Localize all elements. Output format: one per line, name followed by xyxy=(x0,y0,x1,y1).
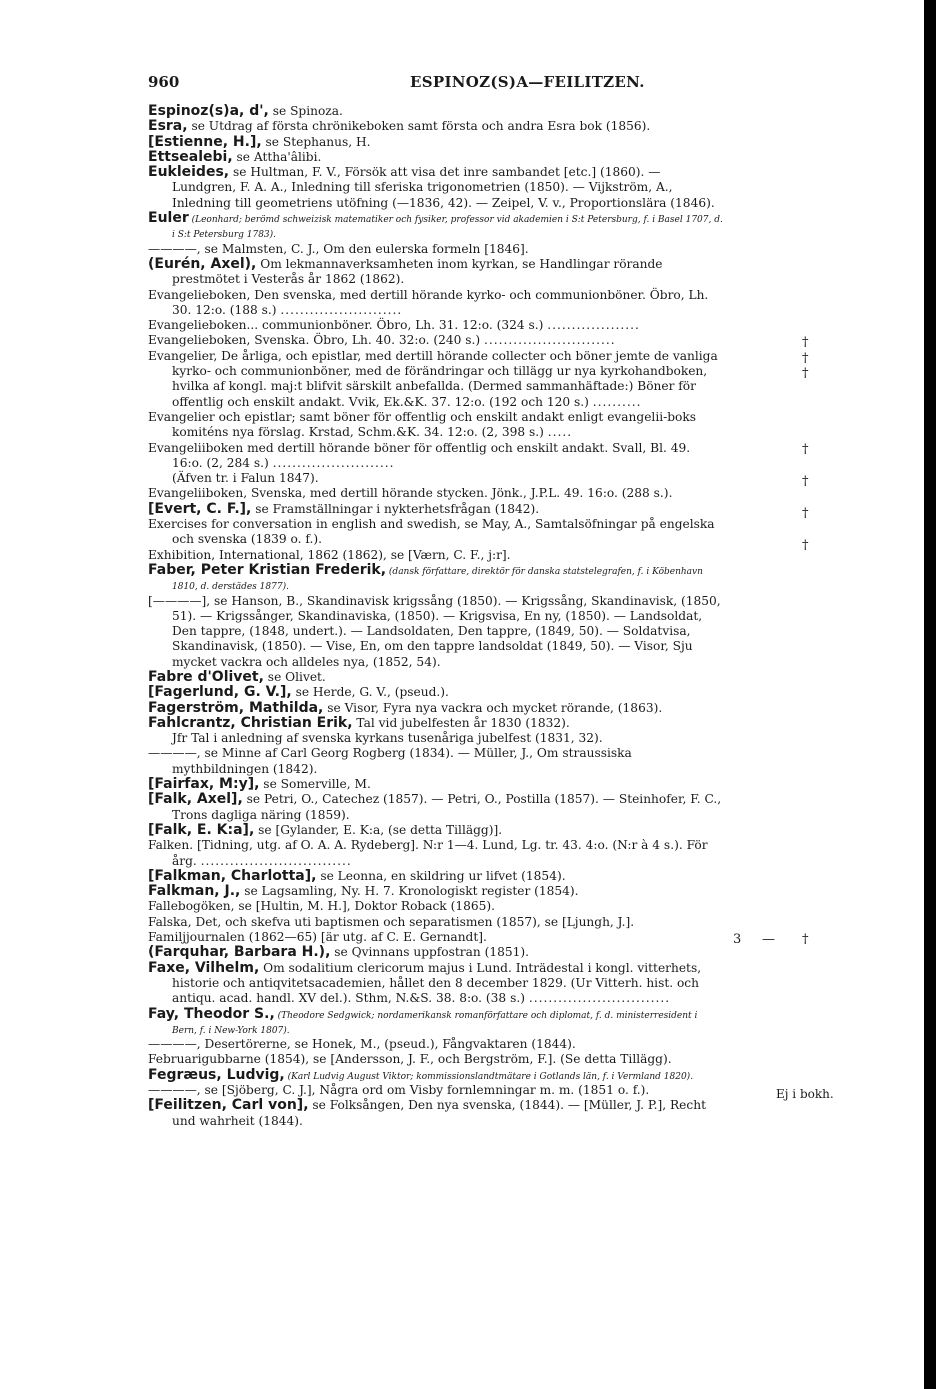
entry: [Falk, Axel], se Petri, O., Catechez (1857). — Petri, O., Postilla (1857). — Steinhofer, F. C., Trons dagliga näring (1859). xyxy=(148,791,722,822)
entry: Fagerström, Mathilda, se Visor, Fyra nya vackra och mycket rörande, (1863). xyxy=(148,699,663,716)
entry: Faber, Peter Kristian Frederik, (dansk författare, direktör för danska statstelegrafen, f. i Köbenhavn 1810, d. derstädes 1877). xyxy=(148,561,703,593)
dagger-mark: † xyxy=(802,366,809,381)
entry: Evangelieboken, Den svenska, med dertill hörande kyrko- och communionböner. Öbro, Lh. 30. 12:o. (188 s.) ......................... xyxy=(148,287,709,317)
entry: Eukleides, se Hultman, F. V., Försök att visa det inre sambandet [etc.] (1860). — Lundgren, F. A. A., Inledning till sferiska trigonometrien (1850). — Vijkström, A., Inledning till geometriens utöfning (—1836, 42). — Zeipel, V. v., Proportionslära (1846). xyxy=(148,164,715,210)
faxe-note: Ej i bokh. xyxy=(776,1087,834,1101)
entry: Februarigubbarne (1854), se [Andersson, J. F., och Bergström, F.]. (Se detta Tillägg). xyxy=(148,1052,672,1067)
page-header xyxy=(148,73,848,97)
dagger-mark: † xyxy=(802,932,809,947)
dagger-mark: † xyxy=(802,506,809,521)
entry: Fay, Theodor S., (Theodore Sedgwick; nordamerikansk romanförfattare och diplomat, f. d. ministerresident i Bern, f. i New-York 1807). xyxy=(148,1005,698,1036)
entry: Falska, Det, och skefva uti baptismen och separatismen (1857), se [Ljungh, J.]. xyxy=(148,914,635,929)
dagger-mark: † xyxy=(802,442,809,457)
entry: Falken. [Tidning, utg. af O. A. A. Rydeberg]. N:r 1—4. Lund, Lg. tr. 43. 4:o. (N:r à 4 s.). För årg. ............................... xyxy=(148,838,708,868)
entry: [Estienne, H.], se Stephanus, H. xyxy=(148,133,371,150)
entry: Faxe, Vilhelm, Om sodalitium clericorum majus i Lund. Inträdestal i kongl. vitterhets, historie och antiqvitetsacademien, hållet den 8 december 1829. (Ur Vitterh. hist. och antiqu. acad. handl. XV del.). Sthm, N.&S. 38. 8:o. (38 s.) ............................. xyxy=(148,959,702,1006)
entry: Fallebogöken, se [Hultin, M. H.], Doktor Roback (1865). xyxy=(148,899,495,914)
falken-number: 3 xyxy=(733,932,742,947)
entry: [Falkman, Charlotta], se Leonna, en skildring ur lifvet (1854). xyxy=(148,867,566,884)
running-title: ESPINOZ(S)A—FEILITZEN. xyxy=(410,73,645,91)
entry: [————], se Hanson, B., Skandinavisk krigssång (1850). — Krigssång, Skandinavisk, (1850, 51). — Krigssånger, Skandinaviska, (1850). — Krigsvisa, En ny, (1850). — Landsoldat, Den tappre, (1848, undert.). — Landsoldaten, Den tappre, (1849, 50). — Soldatvisa, Skandinavisk, (1850). — Vise, En, om den tappre landsoldat (1849, 50). — Visor, Sju mycket vackra och alldeles nya, (1852, 54). xyxy=(148,593,721,669)
entry: Evangelier och epistlar; samt böner för offentlig och enskilt andakt enligt evangelii-boks komiténs nya förslag. Krstad, Schm.&K. 34. 12:o. (2, 398 s.) ..... xyxy=(148,409,697,440)
entry: Fahlcrantz, Christian Erik, Tal vid jubelfesten år 1830 (1832). xyxy=(148,714,570,731)
dagger-mark: † xyxy=(802,474,809,489)
entry: Euler (Leonhard; berömd schweizisk matematiker och fysiker, professor vid akademien i S:t Petersburg, f. i Basel 1707, d. i S:t Petersburg 1783). xyxy=(148,210,723,241)
entry: Evangeliiboken, Svenska, med dertill hörande stycken. Jönk., J.P.L. 49. 16:o. (288 s.). xyxy=(148,486,673,501)
entry: [Fagerlund, G. V.], se Herde, G. V., (pseud.). xyxy=(148,684,449,701)
entry: Espinoz(s)a, d', se Spinoza. xyxy=(148,103,343,119)
entry: ————, Desertörerne, se Honek, M., (pseud.), Fångvaktaren (1844). xyxy=(148,1037,576,1052)
entry: [Fairfax, M:y], se Somerville, M. xyxy=(148,776,371,793)
dagger-mark: † xyxy=(802,351,809,366)
entry: ————, se [Sjöberg, C. J.], Några ord om Visby fornlemningar m. m. (1851 o. f.). xyxy=(148,1083,650,1097)
entry: [Feilitzen, Carl von], se Folksången, Den nya svenska, (1844). — [Müller, J. P.], Recht und wahrheit (1844). xyxy=(148,1097,706,1128)
entry: Ettsealebi, se Attha'âlibi. xyxy=(148,148,322,165)
entry: (Äfven tr. i Falun 1847). xyxy=(172,471,319,486)
entry: Evangeliiboken med dertill hörande böner för offentlig och enskilt andakt. Svall, Bl. 49. 16:o. (2, 284 s.) ......................... xyxy=(148,440,691,470)
entry: ————, se Malmsten, C. J., Om den eulerska formeln [1846]. xyxy=(148,241,529,256)
page-edge-shadow xyxy=(924,0,936,1389)
dagger-mark: † xyxy=(802,538,809,553)
entry: Exhibition, International, 1862 (1862), se [Værn, C. F., j:r]. xyxy=(148,547,511,562)
entry: Esra, se Utdrag af första chrönikeboken samt första och andra Esra bok (1856). xyxy=(148,118,651,135)
entry: Fabre d'Olivet, se Olivet. xyxy=(148,668,326,685)
catalog-entries xyxy=(148,104,724,1129)
entry: Familjjournalen (1862—65) [är utg. af C. E. Gernandt]. xyxy=(148,930,487,945)
entry: Evangelier, De årliga, och epistlar, med dertill hörande collecter och böner jemte de vanliga kyrko- och communionböner, med de förändringar och tillägg ur nya kyrkohandboken, hvilka af kongl. maj:t blifvit särskilt anbefallda. (Dermed sammanhäftade:) Böner för offentlig och enskilt andakt. Vvik, Ek.&K. 37. 12:o. (192 och 120 s.) .......... xyxy=(148,348,718,409)
entry: [Falk, E. K:a], se [Gylander, E. K:a, (se detta Tillägg)]. xyxy=(148,821,503,838)
entry: Evangelieboken, Svenska. Öbro, Lh. 40. 32:o. (240 s.) ........................... xyxy=(148,333,616,348)
entry: ————, se Minne af Carl Georg Rogberg (1834). — Müller, J., Om straussiska mythbildningen (1842). xyxy=(148,746,632,776)
entry: Falkman, J., se Lagsamling, Ny. H. 7. Kronologiskt register (1854). xyxy=(148,883,579,900)
entry: Jfr Tal i anledning af svenska kyrkans tusenåriga jubelfest (1831, 32). xyxy=(172,731,603,746)
entry: [Evert, C. F.], se Framställningar i nykterhetsfrågan (1842). xyxy=(148,500,540,517)
page-number: 960 xyxy=(148,73,180,91)
entry: Evangelieboken... communionböner. Öbro, Lh. 31. 12:o. (324 s.) ................... xyxy=(148,318,640,333)
entry: Fegræus, Ludvig, (Karl Ludvig August Viktor; kommissionslandtmätare i Gotlands län, f. i Vermland 1820). xyxy=(148,1066,694,1083)
entry: Exercises for conversation in english and swedish, se May, A., Samtalsöfningar på engelska och svenska (1839 o. f.). xyxy=(148,517,715,547)
dagger-mark: † xyxy=(802,335,809,350)
entry: (Eurén, Axel), Om lekmannaverksamheten inom kyrkan, se Handlingar rörande prestmötet i Vesterås år 1862 (1862). xyxy=(148,255,663,287)
falken-dash: — xyxy=(762,932,775,947)
entry: (Farquhar, Barbara H.), se Qvinnans uppfostran (1851). xyxy=(148,944,530,961)
